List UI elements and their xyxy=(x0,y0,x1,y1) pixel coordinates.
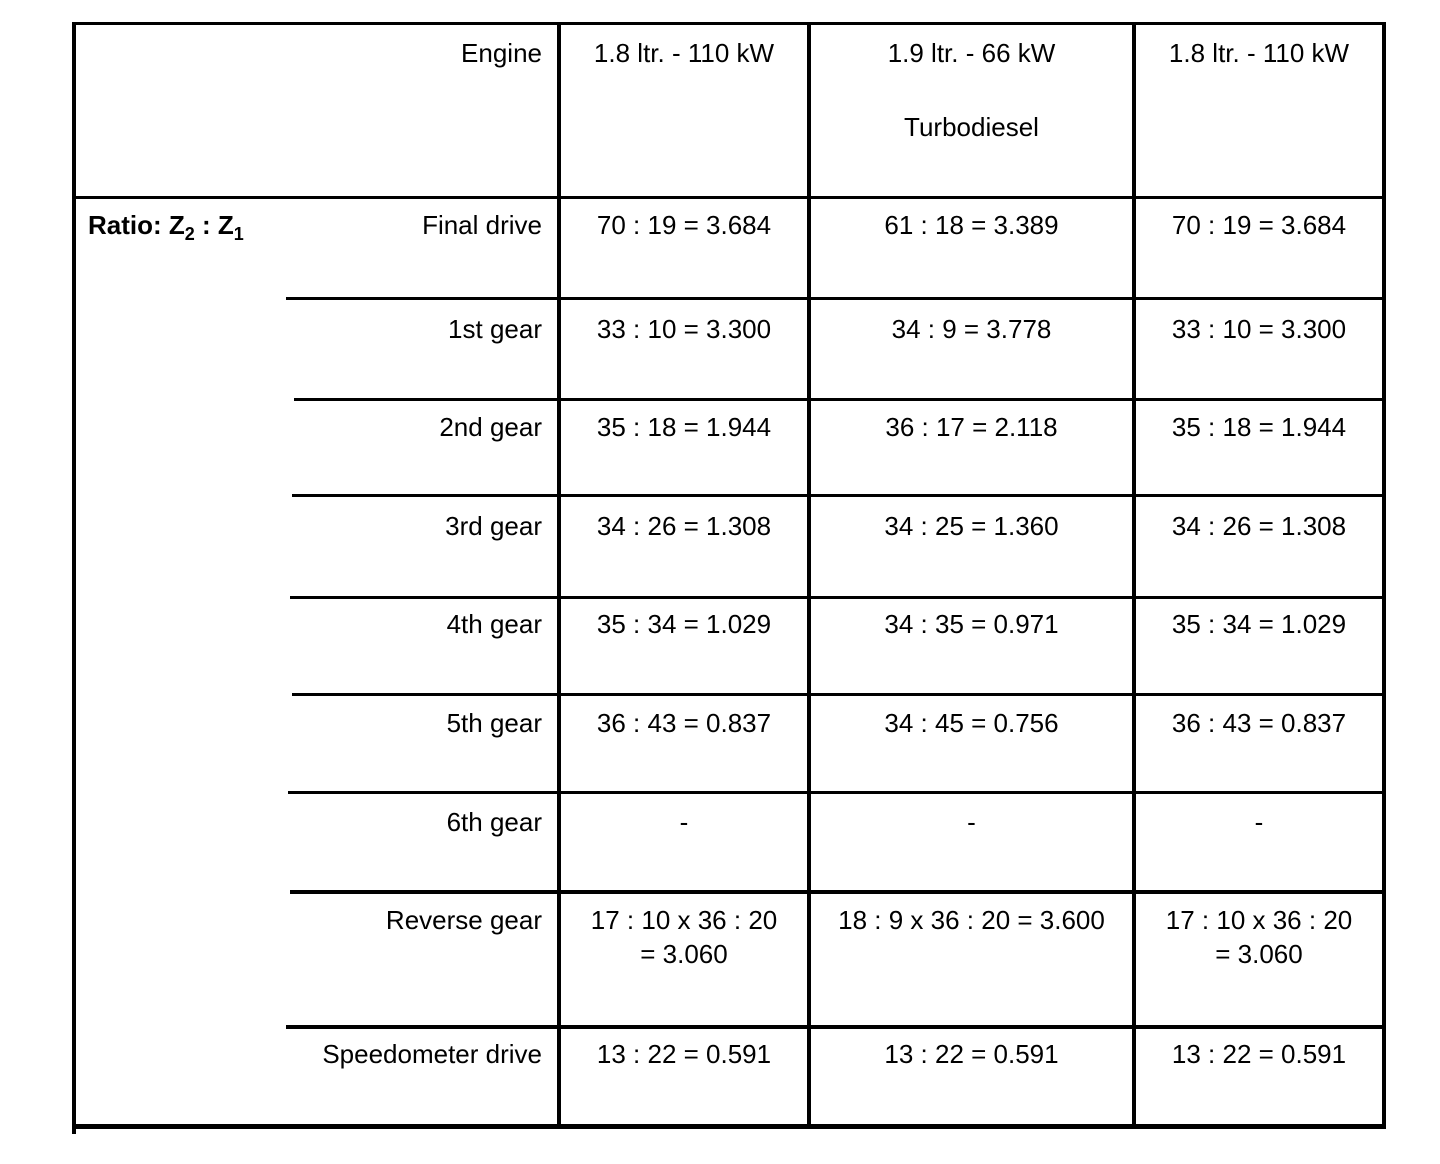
engine-label: Engine xyxy=(461,38,542,68)
ratio-value: 34 : 25 = 1.360 xyxy=(884,511,1059,541)
row-divider xyxy=(286,297,1386,300)
ratio-value: 33 : 10 = 3.300 xyxy=(596,314,772,344)
row-divider xyxy=(288,791,1386,794)
row-label: Reverse gear xyxy=(385,905,542,935)
row-label: 3rd gear xyxy=(445,511,542,541)
ratio-value: 13 : 22 = 0.591 xyxy=(596,1039,772,1069)
engine-name: 1.8 ltr. - 110 kW xyxy=(1168,38,1350,68)
ratio-label: Ratio: $Z_2$ : $Z_1$ xyxy=(88,210,244,244)
ratio-value: 18 : 9 x 36 : 20 = 3.600 xyxy=(838,905,1105,935)
ratio-value: 34 : 26 = 1.308 xyxy=(1171,511,1347,541)
ratio-value: 34 : 45 = 0.756 xyxy=(884,708,1059,738)
engine-header xyxy=(561,36,807,110)
table-border-left xyxy=(72,22,76,1134)
ratio-value: 17 : 10 x 36 : 20 = 3.060 xyxy=(590,905,778,969)
engine-name: 1.8 ltr. - 110 kW xyxy=(593,38,775,68)
ratio-value: 70 : 19 = 3.684 xyxy=(1171,210,1347,240)
row-label: 5th gear xyxy=(446,708,542,738)
ratio-value: 70 : 19 = 3.684 xyxy=(596,210,772,240)
row-label: 1st gear xyxy=(448,314,542,344)
ratio-value: 34 : 9 = 3.778 xyxy=(891,314,1052,344)
row-divider xyxy=(286,1025,1386,1029)
row-divider xyxy=(292,494,1386,497)
ratio-value: 61 : 18 = 3.389 xyxy=(884,210,1059,240)
ratio-value: 35 : 18 = 1.944 xyxy=(1171,412,1347,442)
ratio-value: - xyxy=(679,807,689,837)
ratio-value: 33 : 10 = 3.300 xyxy=(1171,314,1347,344)
row-label: Final drive xyxy=(422,210,542,240)
engine-name: 1.9 ltr. - 66 kW xyxy=(887,38,1056,68)
row-divider xyxy=(294,398,1386,401)
ratio-value: 35 : 34 = 1.029 xyxy=(1171,609,1347,639)
ratio-value: 36 : 43 = 0.837 xyxy=(1171,708,1347,738)
ratio-value: 34 : 35 = 0.971 xyxy=(884,609,1059,639)
ratio-value: 35 : 18 = 1.944 xyxy=(596,412,772,442)
ratio-value: 36 : 17 = 2.118 xyxy=(885,412,1058,442)
table-border-bottom xyxy=(72,1124,1386,1129)
table-border-top xyxy=(72,22,1386,25)
engine-type: Turbodiesel xyxy=(904,112,1039,142)
row-label: 6th gear xyxy=(446,807,542,837)
ratio-value: 34 : 26 = 1.308 xyxy=(596,511,772,541)
ratio-value: 17 : 10 x 36 : 20 = 3.060 xyxy=(1165,905,1353,969)
ratio-value: 36 : 43 = 0.837 xyxy=(596,708,772,738)
header-divider xyxy=(72,196,1386,199)
engine-header xyxy=(1136,36,1382,110)
ratio-value: 13 : 22 = 0.591 xyxy=(1171,1039,1347,1069)
row-label: 4th gear xyxy=(446,609,542,639)
row-divider xyxy=(290,890,1386,894)
engine-header xyxy=(811,36,1132,144)
ratio-value: - xyxy=(967,807,976,837)
ratio-value: 35 : 34 = 1.029 xyxy=(596,609,772,639)
row-label: 2nd gear xyxy=(439,412,542,442)
row-label: Speedometer drive xyxy=(322,1039,542,1069)
table-border-right xyxy=(1382,22,1386,1129)
column-divider xyxy=(807,22,811,1129)
ratio-value: - xyxy=(1254,807,1264,837)
ratio-value: 13 : 22 = 0.591 xyxy=(884,1039,1059,1069)
row-divider xyxy=(292,693,1386,696)
row-divider xyxy=(290,596,1386,599)
